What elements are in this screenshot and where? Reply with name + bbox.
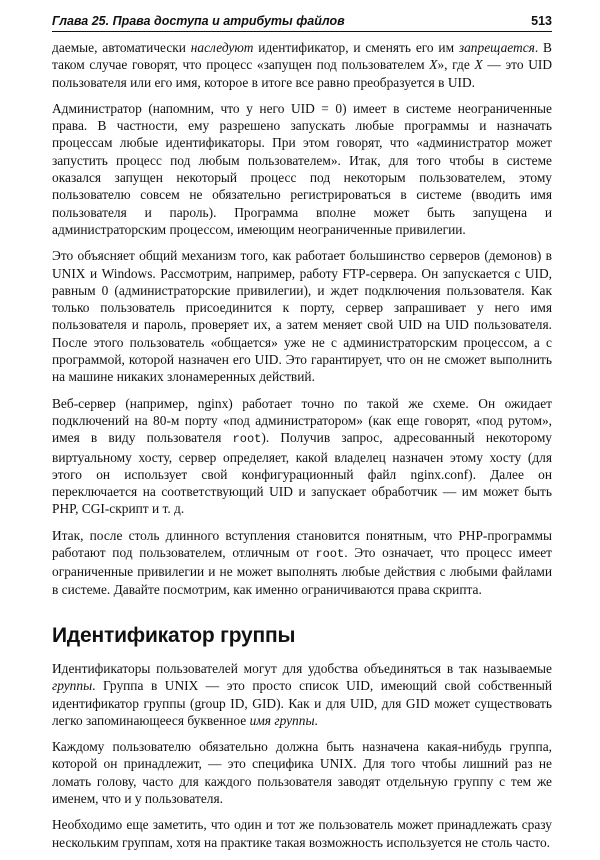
emphasis: X (429, 57, 438, 73)
emphasis: группы (52, 678, 93, 694)
text-run: . Это означает, что процесс имеет ограниченные привилегии и не может выполнять любые действия с любыми файлами в системе. Давайте посмотрим, как именно ограничиваются права скрипта. (52, 545, 552, 597)
chapter-title: Глава 25. Права доступа и атрибуты файлов (52, 14, 345, 28)
book-page (52, 14, 552, 860)
section-paragraph-2: Каждому пользователю обязательно должна быть назначена какая-нибудь группа, которой он принадлежит, — это специфика UNIX. Для того чтобы лишний раз не ломать голову, часто для каждого пользователя заводят отдельную группу с тем же именем, что и у пользователя. (52, 739, 552, 806)
code-inline: root (232, 432, 262, 447)
text-run: ). Получив запрос, адресованный некоторому виртуальному хосту, сервер определяет, какой владелец назначен этому хосту (для этого он использует свой конфигурационный файл nginx.conf). Далее он переключается на соответствующий UID и запускает обработчик — им может быть PHP, CGI-скрипт и т. д. (52, 430, 552, 517)
text-run: даемые, автоматически (52, 40, 191, 55)
text-run: Идентификаторы пользователей могут для удобства объединяться в так называемые (52, 660, 552, 676)
text-run: Веб-сервер (например, nginx) работает точно по такой же схеме. Он ожидает подключений на 80-м порту «под администратором» (как еще говорят, «под рутом», имея в виду пользователя (52, 395, 552, 446)
code-inline: root (315, 547, 345, 562)
paragraph-5 (52, 527, 552, 598)
page-number: 513 (531, 14, 552, 28)
emphasis: наследуют (190, 40, 254, 55)
text-run: . В таком случае говорят, что процесс «запущен под пользователем (52, 40, 552, 73)
text-run: . (314, 712, 318, 728)
text-run: Итак, после столь длинного вступления становится понятным, что PHP-программы работают под пользователем, отличным от (52, 527, 552, 561)
text-run: — это UID пользователя или его имя, которое в итоге все равно преобразуется в UID. (52, 57, 552, 90)
paragraph-2: Администратор (напомним, что у него UID = 0) имеет в системе неограниченные права. В частности, ему разрешено запускать любые программы и назначать процессам любые идентификаторы. При этом говорят, что «администратор может запустить процесс под любым пользователем». Итак, для того чтобы в системе оказался запущен некоторый процесс под некоторым пользователем, этому пользователю совсем не обязательно регистрироваться в системе (вводить имя пользователя и пароль). Программа вполне может быть запущена и администраторским процессом, имеющим неограниченные привилегии. (52, 100, 552, 237)
section-paragraph-1 (52, 660, 552, 729)
emphasis: имя группы (249, 712, 315, 728)
text-run: идентификатор, и сменять его им (253, 40, 459, 55)
text-run: . Группа в UNIX — это просто список UID, имеющий свой собственный идентификатор группы (group ID, GID). Как и для UID, для GID может существовать легко запоминающееся буквенное (52, 678, 552, 728)
running-header (52, 14, 552, 32)
paragraph-4 (52, 395, 552, 518)
paragraph-1 (52, 39, 552, 91)
section-heading: Идентификатор группы (52, 623, 296, 647)
paragraph-3: Это объясняет общий механизм того, как работает большинство серверов (демонов) в UNIX и Windows. Рассмотрим, например, работу FTP-сервера. Он запускается с UID, равным 0 (администраторские привилегии), и ждет подключения пользователя. Как только пользователь присоединится к порту, сервер запрашивает у него имя пользователя и пароль, проверяет их, а затем меняет свой UID на UID пользователя. После этого пользователь «общается» уже не с администраторским процессом, а с программой, которой назначен его UID. Это гарантирует, что он не сможет выполнить на машине никаких злонамеренных действий. (52, 248, 552, 385)
text-run: », где (437, 57, 475, 73)
emphasis: X (474, 57, 483, 73)
emphasis: запрещается (458, 40, 535, 55)
section-paragraph-3: Необходимо еще заметить, что один и тот же пользователь может принадлежать сразу нескольким группам, хотя на практике такая возможность используется не столь часто. (52, 817, 552, 850)
